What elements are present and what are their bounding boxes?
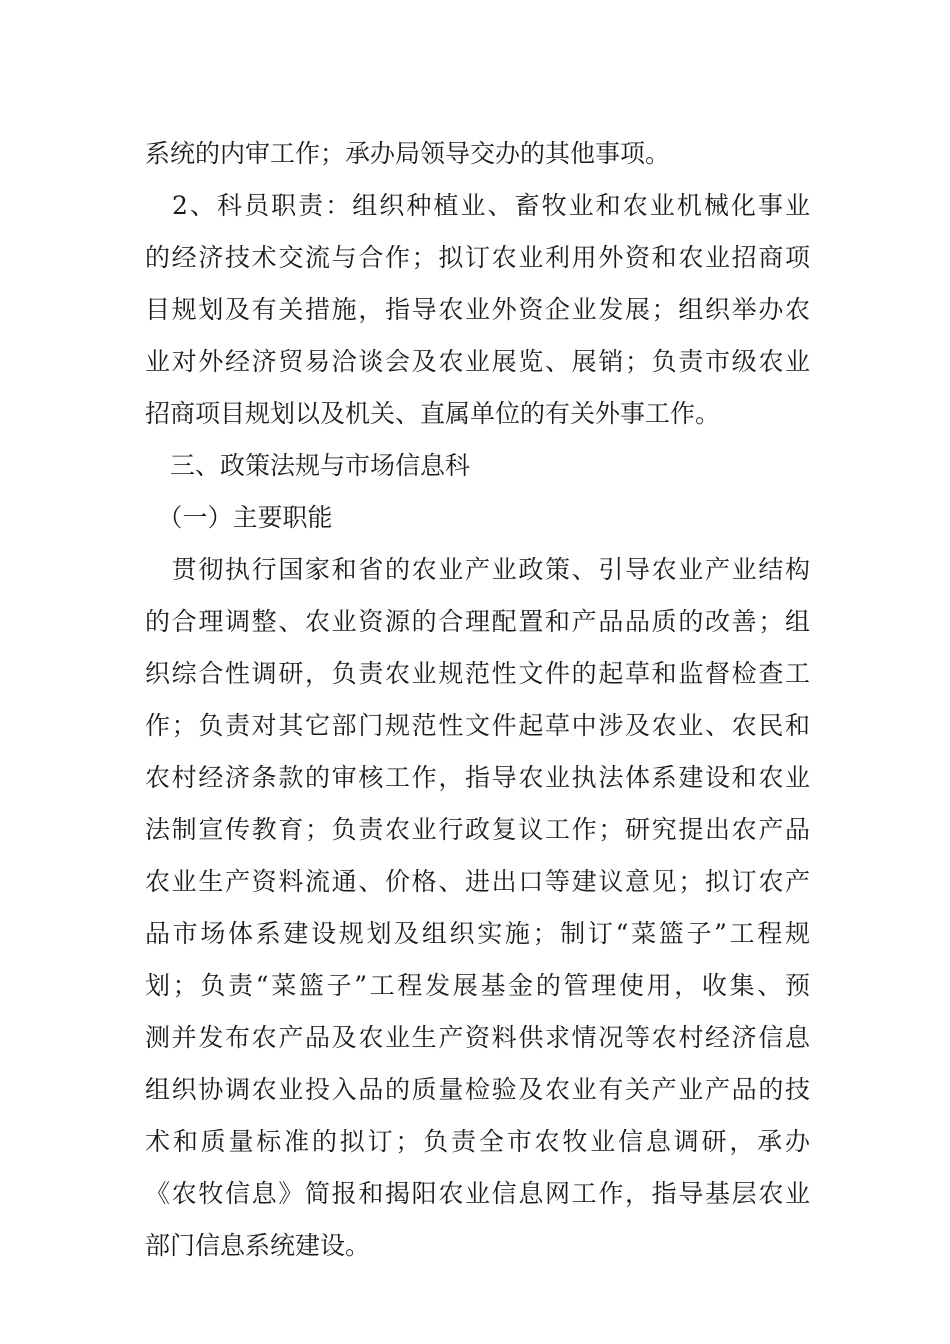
text-line: 组织协调农业投入品的质量检验及农业有关产业产品的技 [145,1075,810,1104]
body-text [145,128,810,1272]
text-line: 目规划及有关措施，指导农业外资企业发展；组织举办农 [145,295,810,324]
section-heading: 三、政策法规与市场信息科 [145,451,471,480]
text-line: 部门信息系统建设。 [145,1231,371,1260]
text-line: 术和质量标准的拟订；负责全市农牧业信息调研，承办 [145,1127,810,1156]
text-line: 法制宣传教育；负责农业行政复议工作；研究提出农产品 [145,815,810,844]
text-line: 业对外经济贸易洽谈会及农业展览、展销；负责市级农业 [145,347,810,376]
text-line: 的合理调整、农业资源的合理配置和产品品质的改善；组 [145,607,810,636]
text-line: 《农牧信息》简报和揭阳农业信息网工作，指导基层农业 [145,1179,810,1208]
text-line: 农村经济条款的审核工作，指导农业执法体系建设和农业 [145,763,810,792]
text-line: 农业生产资料流通、价格、进出口等建议意见；拟订农产 [145,867,810,896]
text-line: 招商项目规划以及机关、直属单位的有关外事工作。 [145,399,721,428]
text-line: 的经济技术交流与合作；拟订农业利用外资和农业招商项 [145,243,810,272]
subsection-heading: （一）主要职能 [145,503,333,532]
text-line: 作；负责对其它部门规范性文件起草中涉及农业、农民和 [145,711,810,740]
text-line: 2、科员职责：组织种植业、畜牧业和农业机械化事业 [145,191,810,220]
text-line: 织综合性调研，负责农业规范性文件的起草和监督检查工 [145,659,810,688]
text-line: 系统的内审工作；承办局领导交办的其他事项。 [145,139,671,168]
text-line: 贯彻执行国家和省的农业产业政策、引导农业产业结构 [145,555,810,584]
text-line: 划；负责“菜篮子”工程发展基金的管理使用，收集、预 [145,971,810,1000]
text-line: 测并发布农产品及农业生产资料供求情况等农村经济信息 [145,1023,810,1052]
text-line: 品市场体系建设规划及组织实施；制订“菜篮子”工程规 [145,919,810,948]
